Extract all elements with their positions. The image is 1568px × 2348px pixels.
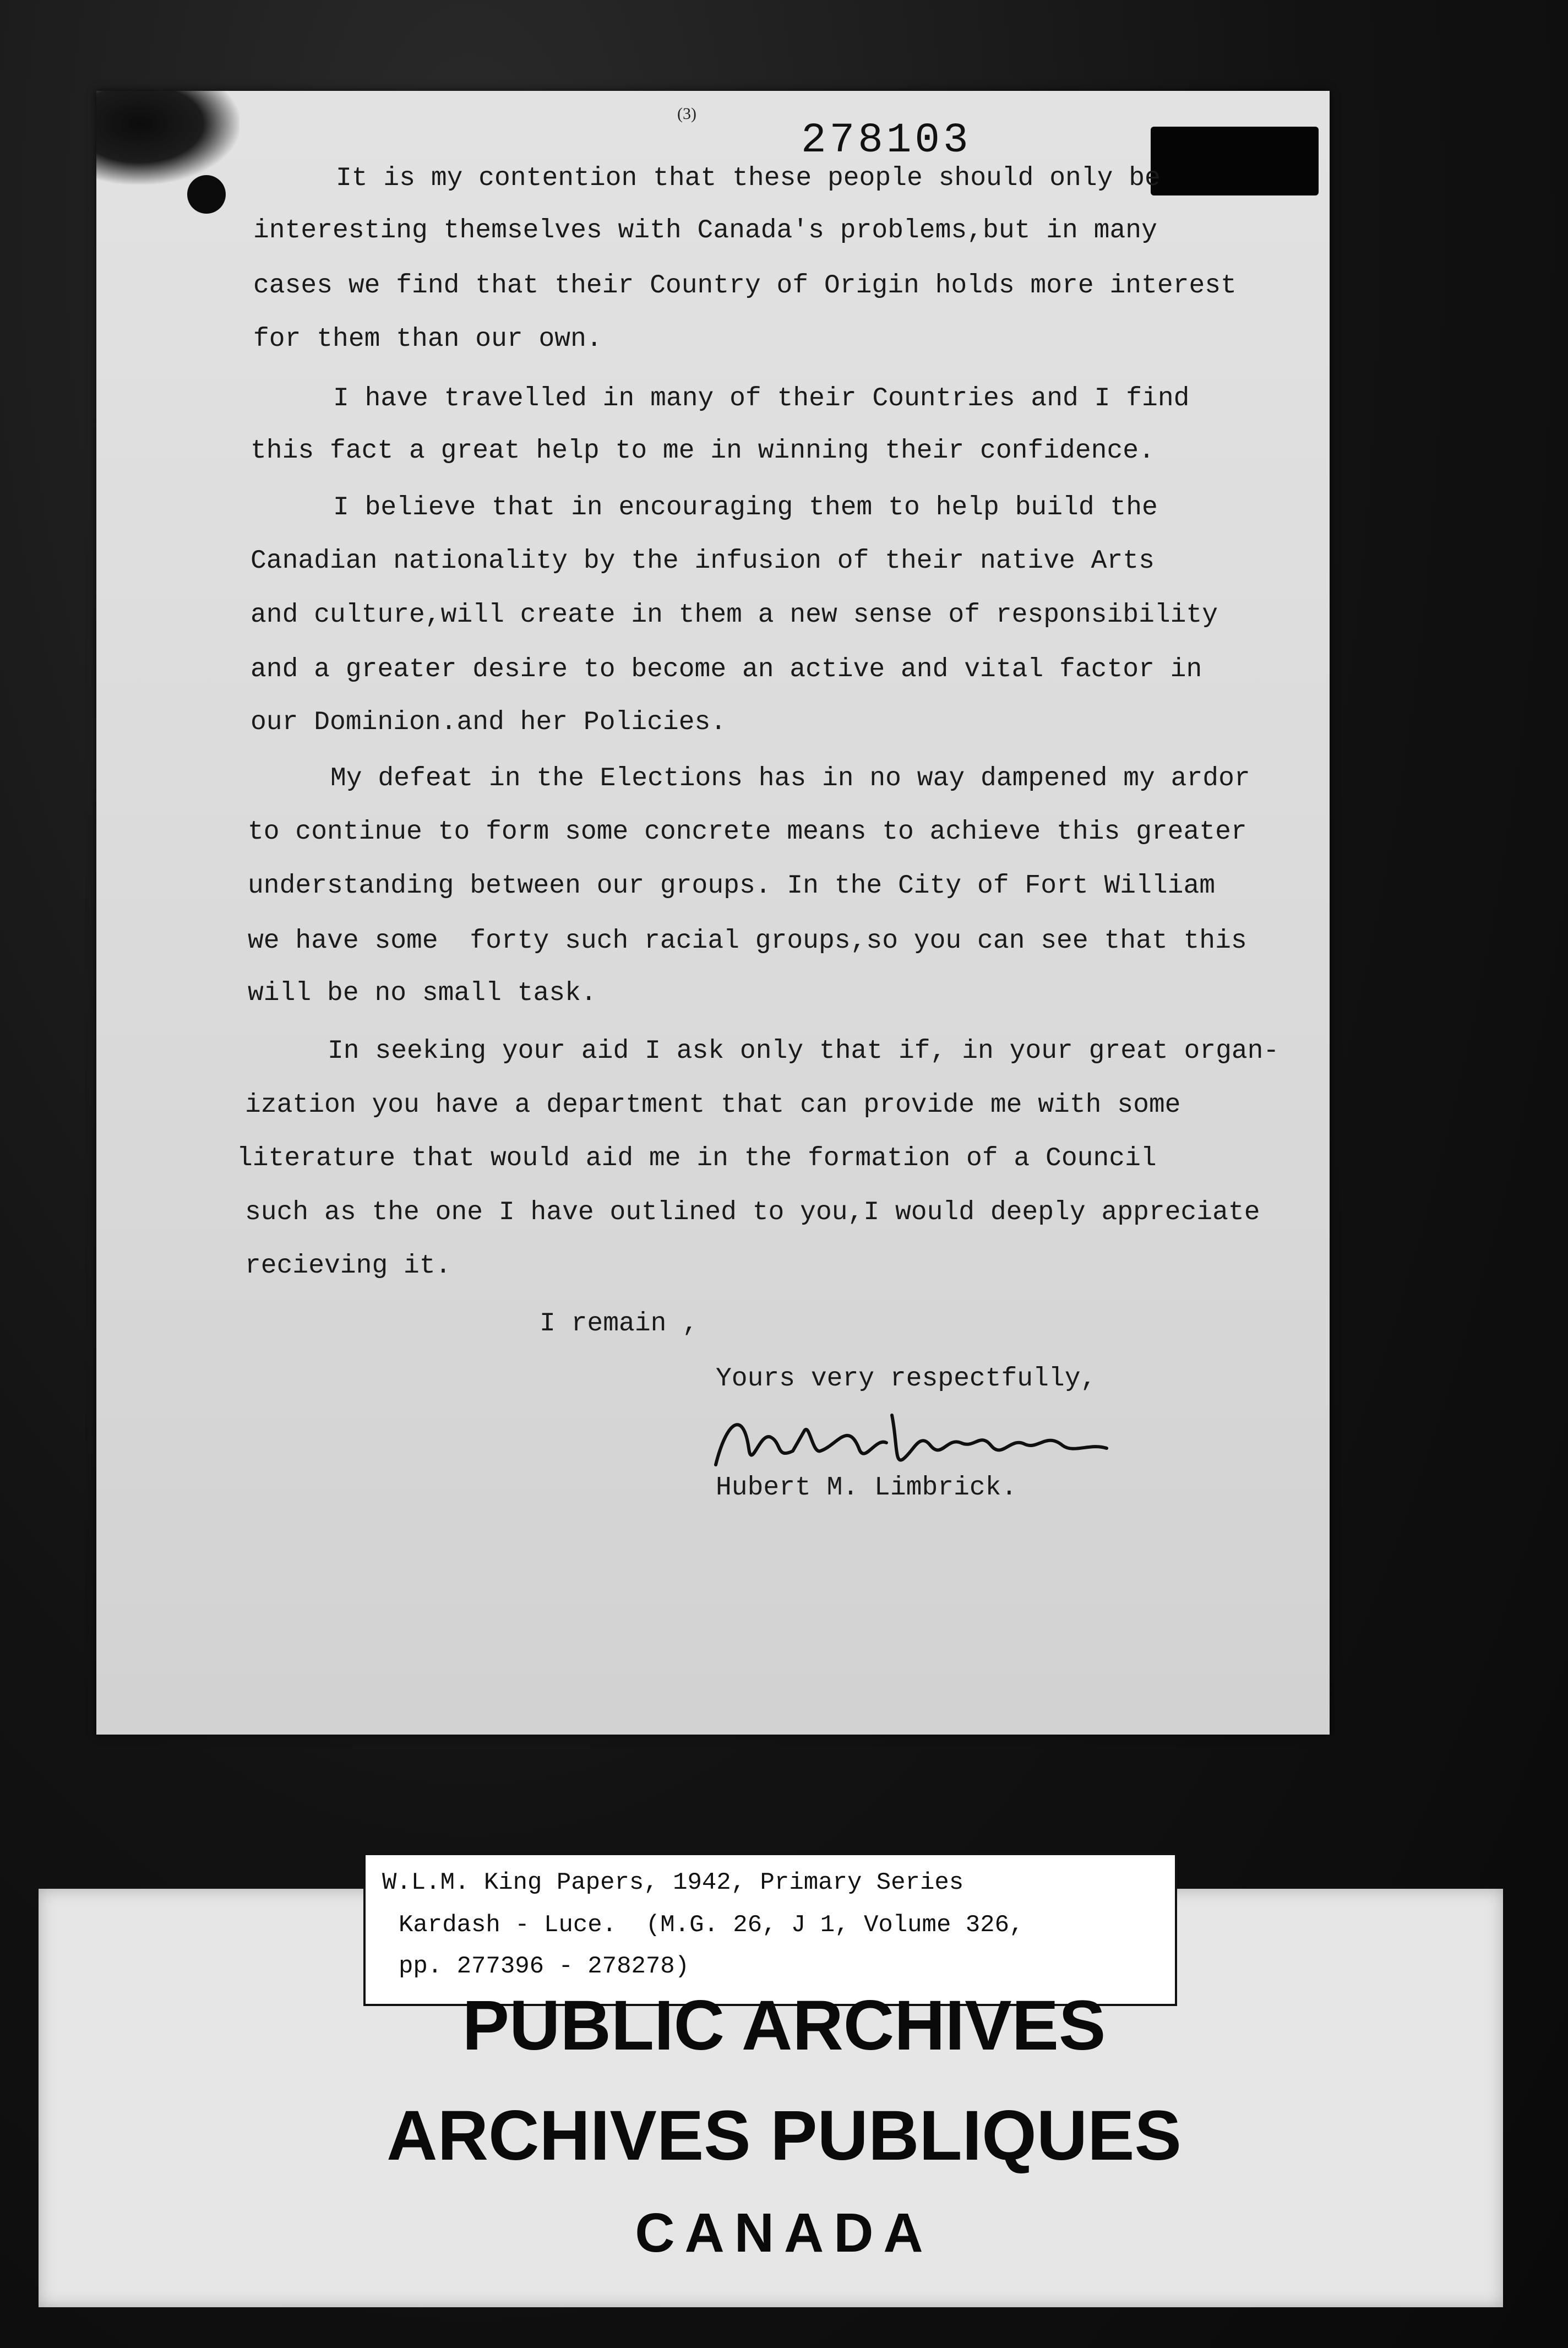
- signature-image: [710, 1399, 1129, 1481]
- letter-line: understanding between our groups. In the City of Fort William: [248, 871, 1216, 901]
- letter-line: recieving it.: [245, 1251, 451, 1281]
- letter-line: My defeat in the Elections has in no way dampened my ardor: [330, 764, 1250, 793]
- letter-line: I believe that in encouraging them to help build the: [333, 493, 1158, 523]
- archive-label: [363, 1853, 1177, 2006]
- ink-blot: [96, 91, 239, 184]
- letter-line: I have travelled in many of their Countries and I find: [333, 384, 1190, 414]
- letter-line: literature that would aid me in the formation of a Council: [237, 1144, 1157, 1173]
- letter-line: our Dominion.and her Policies.: [251, 708, 727, 737]
- letter-line: and a greater desire to become an active and vital factor in: [251, 655, 1202, 684]
- letter-line: we have some forty such racial groups,so you can see that this: [248, 926, 1247, 956]
- letter-line: this fact a great help to me in winning their confidence.: [251, 436, 1155, 466]
- archive-country: CANADA: [635, 2202, 933, 2264]
- archive-title-en: PUBLIC ARCHIVES: [462, 1986, 1106, 2065]
- archive-title-fr: ARCHIVES PUBLIQUES: [386, 2096, 1182, 2175]
- letter-line: and culture,will create in them a new sense of responsibility: [251, 600, 1218, 630]
- letter-line: interesting themselves with Canada's problems,but in many: [253, 216, 1157, 246]
- letter-line: such as the one I have outlined to you,I would deeply appreciate: [245, 1198, 1260, 1227]
- letter-line: Canadian nationality by the infusion of their native Arts: [251, 546, 1155, 576]
- closing-line: I remain ,: [540, 1309, 699, 1339]
- redaction-box: [1151, 127, 1319, 195]
- letter-line: ization you have a department that can provide me with some: [245, 1090, 1181, 1120]
- page-marker: (3): [677, 105, 696, 123]
- label-line-3: pp. 277396 - 278278): [399, 1953, 690, 1980]
- document-number: 278103: [801, 117, 972, 164]
- signer-name: Hubert M. Limbrick.: [716, 1473, 1017, 1503]
- letter-line: to continue to form some concrete means to achieve this greater: [248, 817, 1247, 847]
- label-line-2: Kardash - Luce. (M.G. 26, J 1, Volume 326,: [399, 1911, 1024, 1939]
- letter-line: for them than our own.: [253, 324, 602, 354]
- letter-line: cases we find that their Country of Origin holds more interest: [253, 271, 1237, 301]
- punch-hole: [187, 175, 226, 214]
- salutation-line: Yours very respectfully,: [716, 1364, 1097, 1394]
- letter-line: will be no small task.: [248, 979, 597, 1008]
- label-line-1: W.L.M. King Papers, 1942, Primary Series: [382, 1869, 964, 1896]
- letter-line: In seeking your aid I ask only that if, in your great organ-: [328, 1036, 1280, 1066]
- letter-line: It is my contention that these people should only be: [336, 164, 1161, 193]
